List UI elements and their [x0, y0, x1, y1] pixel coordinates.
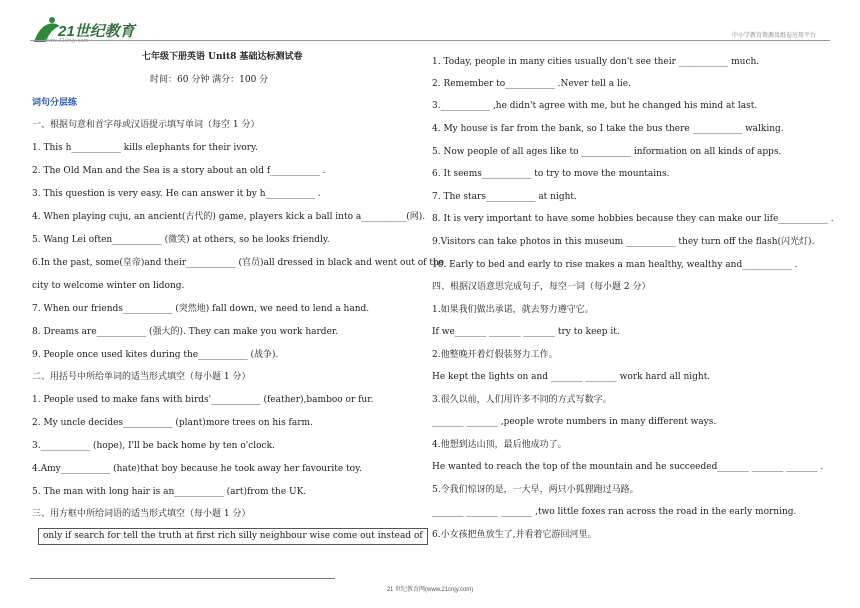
question-line: 2.他整晚开着灯假装努力工作。 — [432, 350, 558, 360]
question-line: 6.In the past, some(皇帝)and their___________ (官员)all dressed in black and went out of the — [32, 258, 445, 268]
question-line: 6. It seems___________ to try to move the mountains. — [432, 169, 670, 179]
question-line: 10. Early to bed and early to rise makes a man healthy, wealthy and___________ . — [432, 260, 798, 270]
part-heading: 二、用括号中所给单词的适当形式填空（每小题 1 分） — [32, 372, 251, 382]
header-divider — [30, 40, 830, 41]
question-line: 3. This question is very easy. He can answer it by h___________ . — [32, 189, 321, 199]
exam-time: 时间：60 分钟 满分：100 分 — [150, 75, 269, 85]
question-line: 5. Wang Lei often___________ (微笑) at others, so he looks friendly. — [32, 235, 330, 245]
logo-url: www.21cnjy.com — [44, 38, 89, 44]
logo-text: 21世纪教育 — [58, 23, 135, 40]
word-box: only if search for tell the truth at first rich silly neighbour wise come out instead of — [38, 528, 428, 545]
exam-title: 七年级下册英语 Unit8 基础达标测试卷 — [142, 52, 303, 62]
question-line: 7. The stars___________ at night. — [432, 192, 577, 202]
question-line: 3.___________ ,he didn't agree with me, but he changed his mind at last. — [432, 101, 758, 111]
question-line: 3.很久以前，人们用许多不同的方式写数字。 — [432, 395, 612, 405]
question-line: 4.他想到达山顶，最后他成功了。 — [432, 440, 567, 450]
question-line: 7. When our friends___________ (突然地) fall down, we need to lend a hand. — [32, 304, 370, 314]
question-line: 1. Today, people in many cities usually don't see their ___________ much. — [432, 57, 760, 67]
question-line: _______ _______ ,people wrote numbers in many different ways. — [432, 417, 717, 427]
question-line: 2. The Old Man and the Sea is a story about an old f___________ . — [32, 166, 326, 176]
question-line: 1. People used to make fans with birds'___________ (feather),bamboo or fur. — [32, 395, 374, 405]
question-line: 9. People once used kites during the___________ (战争). — [32, 350, 279, 360]
question-line: 5. The man with long hair is an___________ (art)from the UK. — [32, 487, 307, 497]
question-line: 5.令我们惊讶的是，一大早，两只小狐狸跑过马路。 — [432, 485, 639, 495]
question-line: 1.如果我们做出承诺，就去努力遵守它。 — [432, 305, 594, 315]
question-line: He wanted to reach the top of the mountain and he succeeded_______ _______ _______ . — [432, 462, 824, 472]
question-line: 4.Amy___________ (hate)that boy because he took away her favourite toy. — [32, 464, 362, 474]
question-line: 5. Now people of all ages like to ___________ information on all kinds of apps. — [432, 147, 782, 157]
question-line: 2. Remember to___________ .Never tell a lie. — [432, 79, 631, 89]
part-heading: 四、根据汉语意思完成句子，每空一词（每小题 2 分） — [432, 282, 651, 292]
question-line: _______ _______ _______ ,two little foxes ran across the road in the early morning. — [432, 507, 797, 517]
question-line: 6.小女孩把鱼放生了,并看着它游回河里。 — [432, 530, 597, 540]
footer-text: 21 世纪教育网(www.21cnjy.com) — [386, 587, 474, 593]
question-line: city to welcome winter on lidong. — [32, 281, 185, 291]
part-heading: 一、根据句意和首字母或汉语提示填写单词（每空 1 分） — [32, 120, 260, 130]
question-line: 3.___________ (hope), I'll be back home by ten o'clock. — [32, 441, 275, 451]
question-line: 4. My house is far from the bank, so I take the bus there ___________ walking. — [432, 124, 784, 134]
question-line: 2. My uncle decides___________ (plant)more trees on his farm. — [32, 418, 313, 428]
part-heading: 三、用方框中所给词语的适当形式填空（每小题 1 分） — [32, 509, 251, 519]
question-line: 1. This h___________ kills elephants for their ivory. — [32, 143, 258, 153]
section-heading: 词句分层练 — [32, 98, 78, 108]
question-line: If we_______ _______ _______ try to keep it. — [432, 327, 620, 337]
question-line: 8. It is very important to have some hobbies because they can make our life___________ . — [432, 214, 834, 224]
question-line: 8. Dreams are___________ (强大的). They can make you work harder. — [32, 327, 339, 337]
question-line: 9.Visitors can take photos in this museum ___________ they turn off the flash(闪光灯). — [432, 237, 815, 247]
footer-divider — [30, 578, 335, 579]
platform-name: 中小学教育资源及组卷应用平台 — [731, 33, 816, 39]
question-line: 4. When playing cuju, an ancient(古代的) game, players kick a ball into a__________(网). — [32, 212, 426, 222]
question-line: He kept the lights on and _______ _______ work hard all night. — [432, 372, 711, 382]
